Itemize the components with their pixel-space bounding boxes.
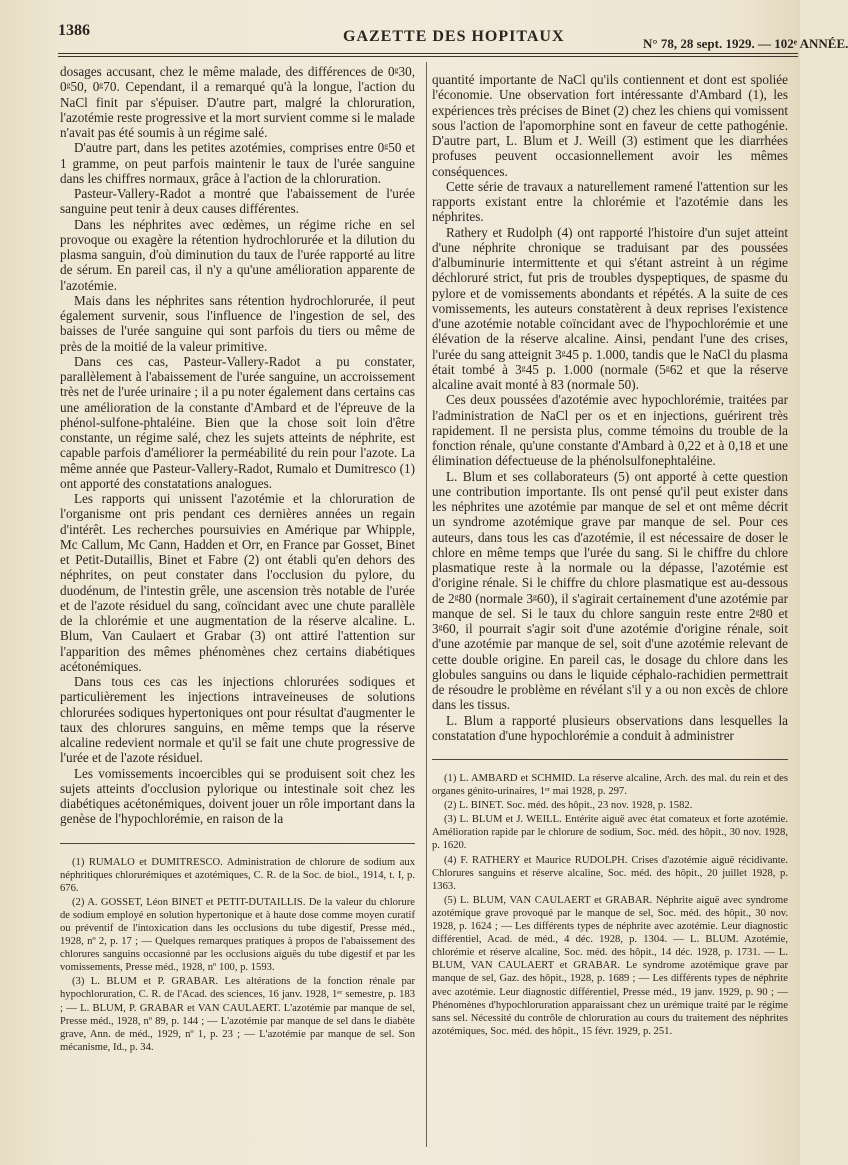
header-rule-thin [58, 56, 798, 57]
footnote: (3) L. BLUM et J. WEILL. Entérite aiguë avec état comateux et forte azotémie. Amélioration rapide par le chlorure de sodium, Soc. méd. des hôpit., 30 nov. 1928, p. 1620. [432, 814, 788, 852]
paragraph: Pasteur-Vallery-Radot a montré que l'abaissement de l'urée sanguine peut tenir à deux causes différentes. [60, 186, 415, 217]
footnote: (2) L. BINET. Soc. méd. des hôpit., 23 nov. 1928, p. 1582. [444, 800, 693, 812]
footnotes-left [60, 856, 415, 1054]
paragraph: D'autre part, dans les petites azotémies, comprises entre 0ᵍ50 et 1 gramme, on peut parfois maintenir le taux de l'urée sanguine dans les chiffres normaux, grâce à l'action de la chloruration. [60, 140, 415, 186]
left-column [60, 64, 415, 1055]
issue-info: N° 78, 28 sept. 1929. — 102ᵉ ANNÉE. [643, 36, 848, 51]
footnote: (5) L. BLUM, VAN CAULAERT et GRABAR. Néphrite aiguë avec syndrome azotémique grave provoqué par le manque de sel, Soc. méd. des hôpit., 30 nov. 1928, p. 1624 ; — Les différents types de néphrite avec azotémie. Leur diagnostic différentiel, Acad. de méd., 4 déc. 1928, p. 1304. — L. BLUM. Azotémie, chlorémie et réserve alcaline, Soc. méd. des hôpit., 14 déc. 1928, p. 1731. — L. BLUM, VAN CAULAERT et GRABAR. Le syndrome azotémique grave par manque de sel, Gaz. des hôpit., 1928, p. 1689 ; — Les différents types de néphrite avec azotémie. Leur diagnostic différentiel, Presse méd., 19 janv. 1929, p. 90 ; — Phénomènes d'hypochloruration apparaissant chez un urémique traité par le régime sans sel. Nécessité du contrôle de chloruration au cours du traitement des néphrites azotémiques, Soc. méd. des hôpit., 15 févr. 1929, p. 251. [432, 894, 788, 1037]
footnote: (3) L. BLUM et P. GRABAR. Les altérations de la fonction rénale par hypochloruration, C. R. de l'Acad. des sciences, 16 janv. 1928, 1ᵉʳ semestre, p. 183 ; — L. BLUM, P. GRABAR et VAN CAULAERT. L'azotémie par manque de sel, Presse méd., 1928, nº 89, p. 144 ; — L'azotémie par manque de sel dans le diabète grave, Ann. de méd., 1929, nº 1, p. 23 ; — L'azotémie par manque de sel. Son mécanisme, Id., p. 34. [60, 976, 415, 1053]
journal-title: GAZETTE DES HOPITAUX [343, 28, 565, 45]
paragraph: L. Blum a rapporté plusieurs observations dans lesquelles la constatation d'une hypochlorémie a conduit à administrer [432, 712, 788, 743]
footnote-rule [432, 759, 788, 760]
right-column [432, 72, 788, 1039]
paragraph: quantité importante de NaCl qu'ils contiennent et dont est spoliée l'économie. Une observation fort intéressante d'Ambard (1), les expériences très précises de Binet (2) chez les chiens qui vomissent sous l'action de l'apomorphine sont en faveur de cette pathogénie. D'autre part, L. Blum et J. Weill (3) estiment que les diarrhées profuses peuvent occasionnellement avoir les mêmes conséquences. [432, 72, 788, 179]
paragraph: Dans tous ces cas les injections chlorurées sodiques et particulièrement les injections intraveineuses de solutions chlorurées sodiques hypertoniques ont pour résultat d'augmenter le taux des chlorures sanguins, en même temps que la réserve alcaline redevient normale et qu'il se fait une chute progressive de l'urée et de l'azote résiduel. [60, 674, 415, 766]
paragraph: Cette série de travaux a naturellement ramené l'attention sur les rapports existant entre la chlorémie et l'azotémie dans les néphrites. [432, 178, 788, 225]
footnote: (4) F. RATHERY et Maurice RUDOLPH. Crises d'azotémie aiguë récidivante. Chlorures sanguins et réserve alcaline, Soc. méd. des hôpit., 20 juillet 1928, p. 1363. [432, 854, 788, 892]
paragraph: Rathery et Rudolph (4) ont rapporté l'histoire d'un sujet atteint d'une néphrite chronique se traduisant par des poussées d'albuminurie intermittente et qui s'étant astreint à un régime déchloruré strict, fut pris de troubles dyspeptiques, de spasme du pylore et de vomissements abondants et répétés. A la suite de ces vomissements, les auteurs constatèrent à deux reprises l'existence d'une azotémie notable coïncidant avec de l'hypochlorémie et une élévation de la réserve alcaline. Ainsi, pendant l'une des crises, l'urée du sang atteignit 3ᵍ45 p. 1.000, tandis que le NaCl du plasma était tombé à 3ᵍ45 p. 1.000 (normale (5ᵍ62 et que la réserve alcaline avait monté à 83 (normale 50). [432, 224, 788, 392]
paragraph: Les rapports qui unissent l'azotémie et la chloruration de l'organisme ont pris pendant ces dernières années un regain d'intérêt. Les recherches poursuivies en Amérique par Whipple, Mc Callum, Mc Cann, Hadden et Orr, en France par Gosset, Binet et Petit-Dutaillis, Binet et Fabre (2) ont établi qu'en dehors des néphrites, on peut constater dans l'occlusion du pylore, du duodénum, de l'intestin grêle, une ascension très notable de l'urée et de l'azote résiduel du sang, coïncidant avec une chute parallèle de la chlorémie et une augmentation de la réserve alcaline. L. Blum, Van Caulaert et Grabar (3) ont attiré l'attention sur l'apparition des mêmes phénomènes chez certains diabétiques acétonémiques. [60, 491, 415, 674]
paragraph: Mais dans les néphrites sans rétention hydrochlorurée, il peut également survenir, sous l'influence de l'ingestion de sel, des baisses de l'urée sanguine qui sont parfois du tiers ou même de près de la moitié de la valeur primitive. [60, 292, 415, 354]
paragraph: Les vomissements incoercibles qui se produisent soit chez les sujets atteints d'occlusion pylorique ou intestinale soit chez les diabétiques acétonémiques, doivent jouer un rôle important dans la genèse de l'hypochlorémie, en raison de la [60, 765, 415, 827]
paragraph: dosages accusant, chez le même malade, des différences de 0ᵍ30, 0ᵍ50, 0ᵍ70. Cependant, il a remarqué qu'à la longue, l'action du NaCl finit par s'épuiser. D'autre part, malgré la chloruration, l'azotémie reste progressive et la mort survient comme si le malade n'avait pas été soumis à un régime salé. [60, 64, 415, 140]
paragraph: Ces deux poussées d'azotémie avec hypochlorémie, traitées par l'administration de NaCl per os et en injections, guérirent très rapidement. Il ne persista plus, comme témoins du trouble de la fonction rénale, qu'une constante d'Ambard à 0,22 et à 0,18 et une élimination défectueuse de la phénolsulfonephtaléine. [432, 392, 788, 469]
page-header [58, 20, 848, 51]
footnote: (1) RUMALO et DUMITRESCO. Administration de chlorure de sodium aux néphritiques chlorurémiques et azotémiques, C. R. de la Soc. de biol., 1914, t. I, p. 676. [60, 856, 415, 894]
header-rule-thick [58, 53, 798, 54]
page-number: 1386 [58, 22, 90, 39]
column-divider [426, 62, 427, 1147]
paragraph: L. Blum et ses collaborateurs (5) ont apporté à cette question une contribution importante. Ils ont pensé qu'il peut exister dans les néphrites une azotémie par manque de sel et ont même décrit un syndrome azotémique grave par manque de sel. Pour ces auteurs, dans tous les cas d'azotémie, il est nécessaire de doser le chlore en même temps que l'urée du sang. Si le chiffre du chlore plasmatique reste à la normale ou la dépasse, l'azotémie est d'origine rénale. Si le chiffre du chlore plasmatique est au-dessous de 2ᵍ80 (normale 3ᵍ60), il s'agirait certainement d'une azotémie par manque de sel. Si le taux du chlore sanguin reste entre 2ᵍ80 et 3ᵍ60, il pourrait s'agir soit d'une azotémie d'origine rénale, soit d'une azotémie par manque de sel, soit d'une azotémie relevant de cette double origine. En pareil cas, le dosage du chlore dans les globules sanguins ou dans le liquide céphalo-rachidien permettrait de résoudre le problème en révélant s'il y a ou non excès de chlore dans les tissus. [432, 468, 788, 713]
paragraph: Dans ces cas, Pasteur-Vallery-Radot a pu constater, parallèlement à l'abaissement de l'urée sanguine, un accroissement très net de l'urée urinaire ; il a pu noter également dans certains cas une amélioration de la constante d'Ambard et de l'épreuve de la phénol-sulfone-phtaléine. Bien que la chose soit loin d'être constante, un régime salé, chez les sujets atteints de néphrite, est capable parfois d'améliorer la perméabilité du rein pour l'azote. La même année que Pasteur-Vallery-Radot, Rumalo et Dumitresco (1) ont apporté des constatations analogues. [60, 353, 415, 491]
footnote: (1) L. AMBARD et SCHMID. La réserve alcaline, Arch. des mal. du rein et des organes génito-urinaires, 1ᵉʳ mai 1928, p. 297. [432, 773, 788, 798]
footnote-rule [60, 843, 415, 844]
footnotes-right [432, 772, 788, 1038]
paragraph: Dans les néphrites avec œdèmes, un régime riche en sel provoque ou exagère la rétention hydrochlorurée et la dilution du plasma sanguin, d'où diminution du taux de l'urée rapporté au litre de sérum. En pareil cas, il n'y a qu'une amélioration apparente de l'azotémie. [60, 216, 415, 293]
footnote: (2) A. GOSSET, Léon BINET et PETIT-DUTAILLIS. De la valeur du chlorure de sodium employé en solution hypertonique et à haute dose comme moyen curatif ou préventif de l'intoxication dans les occlusions du tube digestif, Presse méd., 1928, nº 2, p. 17 ; — Quelques remarques pratiques à propos de l'abaissement des chlorures sanguins occasionné par les occlusions aiguës du tube digestif et par les vomissements, Presse méd., 1928, nº 100, p. 1593. [60, 896, 415, 974]
